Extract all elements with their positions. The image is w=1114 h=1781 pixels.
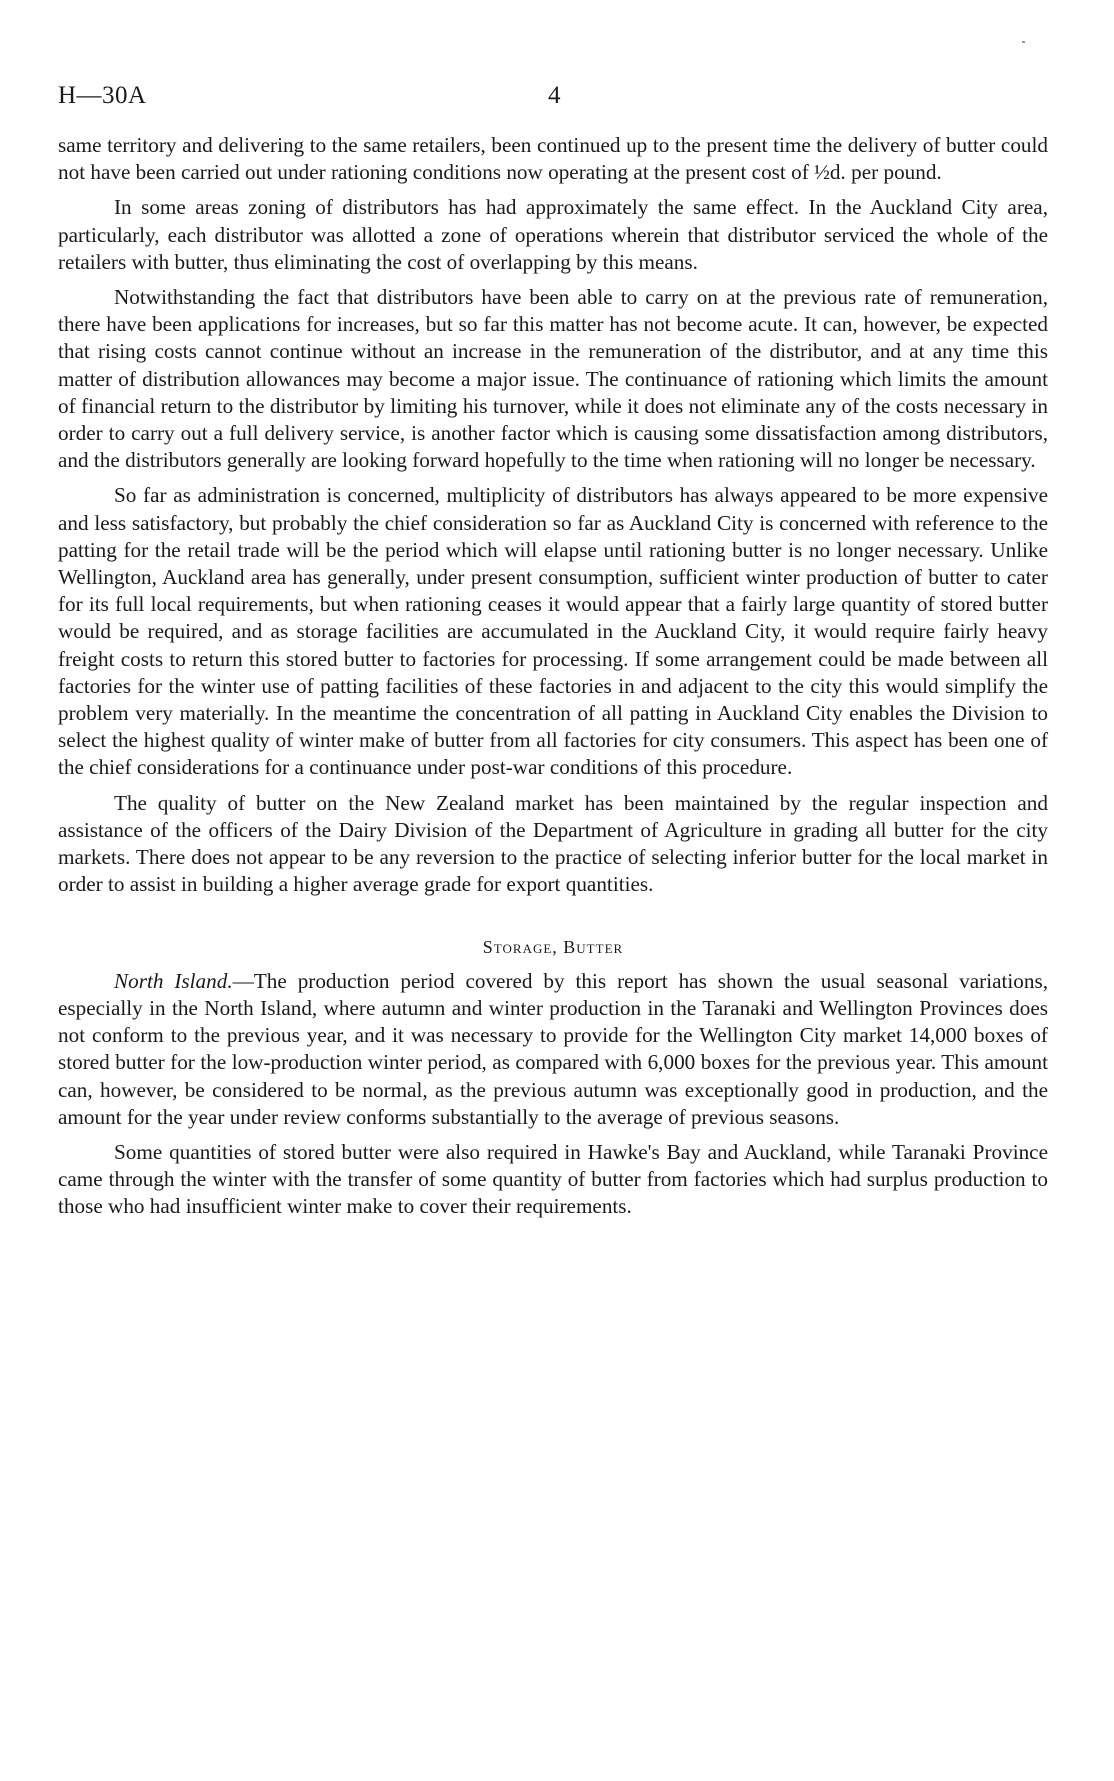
page-number: 4 [548,82,561,109]
paragraph-stored-butter: Some quantities of stored butter were also required in Hawke's Bay and Auckland, while Taranaki Province came through the winter with the transfer of some quantity of butter from factories which had surplus production to those who had insufficient winter make to cover their requirements. [58,1139,1048,1219]
paragraph-zoning: In some areas zoning of distributors has had approximately the same effect. In the Auckland City area, particularly, each distributor was allotted a zone of operations wherein that distributor serviced the whole of the retailers with butter, thus eliminating the cost of overlapping by this means. [58,195,1048,274]
body-text [58,132,1048,1229]
paragraph-administration: So far as administration is concerned, multiplicity of distributors has always appeared to be more expensive and less satisfactory, but probably the chief consideration so far as Auckland City is concerned with reference to the patting for the retail trade will be the period which will elapse until rationing butter is no longer necessary. Unlike Wellington, Auckland area has generally, under present consumption, sufficient winter production of butter to cater for its full local requirements, but when rationing ceases it would appear that a fairly large quantity of stored butter would be required, and as storage facilities are accumulated in the Auckland City, it would require fairly heavy freight costs to return this stored butter to factories for processing. If some arrangement could be made between all factories for the winter use of patting facilities of these factories in and adjacent to the city this would simplify the problem very materially. In the meantime the concentration of all patting in Auckland City enables the Division to select the highest quality of winter make of butter from all factories for city consumers. This aspect has been one of the chief considerations for a continuance under post-war conditions of this procedure. [58,483,1048,780]
section-heading: Storage, Butter [482,937,624,958]
paragraph-quality: The quality of butter on the New Zealand market has been maintained by the regular inspection and assistance of the officers of the Dairy Division of the Department of Agriculture in grading all butter for the city markets. There does not appear to be any reversion to the practice of selecting inferior butter for the local market in order to assist in building a higher average grade for export quantities. [58,790,1048,897]
paragraph-remuneration: Notwithstanding the fact that distributors have been able to carry on at the previous rate of remuneration, there have been applications for increases, but so far this matter has not become acute. It can, however, be expected that rising costs cannot continue without an increase in the remuneration of the distributor, and at any time this matter of distribution allowances may become a major issue. The continuance of rationing which limits the amount of financial return to the distributor by limiting his turnover, while it does not eliminate any of the costs necessary in order to carry out a full delivery service, is another factor which is causing some dissatisfaction among distributors, and the distributors generally are looking forward hopefully to the time when rationing will no longer be necessary. [58,285,1048,473]
paragraph-continued: same territory and delivering to the same retailers, been continued up to the present time the delivery of butter could not have been carried out under rationing conditions now operating at the present cost of ½d. per pound. [58,133,1048,185]
paragraph-north-island-text: —The production period covered by this report has shown the usual seasonal variations, especially in the North Island, where autumn and winter production in the Taranaki and Wellington Provinces does not conform to the previous year, and it was necessary to provide for the Wellington City market 14,000 boxes of stored butter for the low-production winter period, as compared with 6,000 boxes for the previous year. This amount can, however, be considered to be normal, as the previous autumn was exceptionally good in production, and the amount for the year under review conforms substantially to the average of previous seasons. [58,968,1048,1129]
page-header [58,82,1058,116]
scan-mark [1022,41,1025,43]
runin-heading: North Island. [114,968,233,993]
paragraph-north-island [58,968,1048,1131]
document-code: H—30A [58,82,147,109]
